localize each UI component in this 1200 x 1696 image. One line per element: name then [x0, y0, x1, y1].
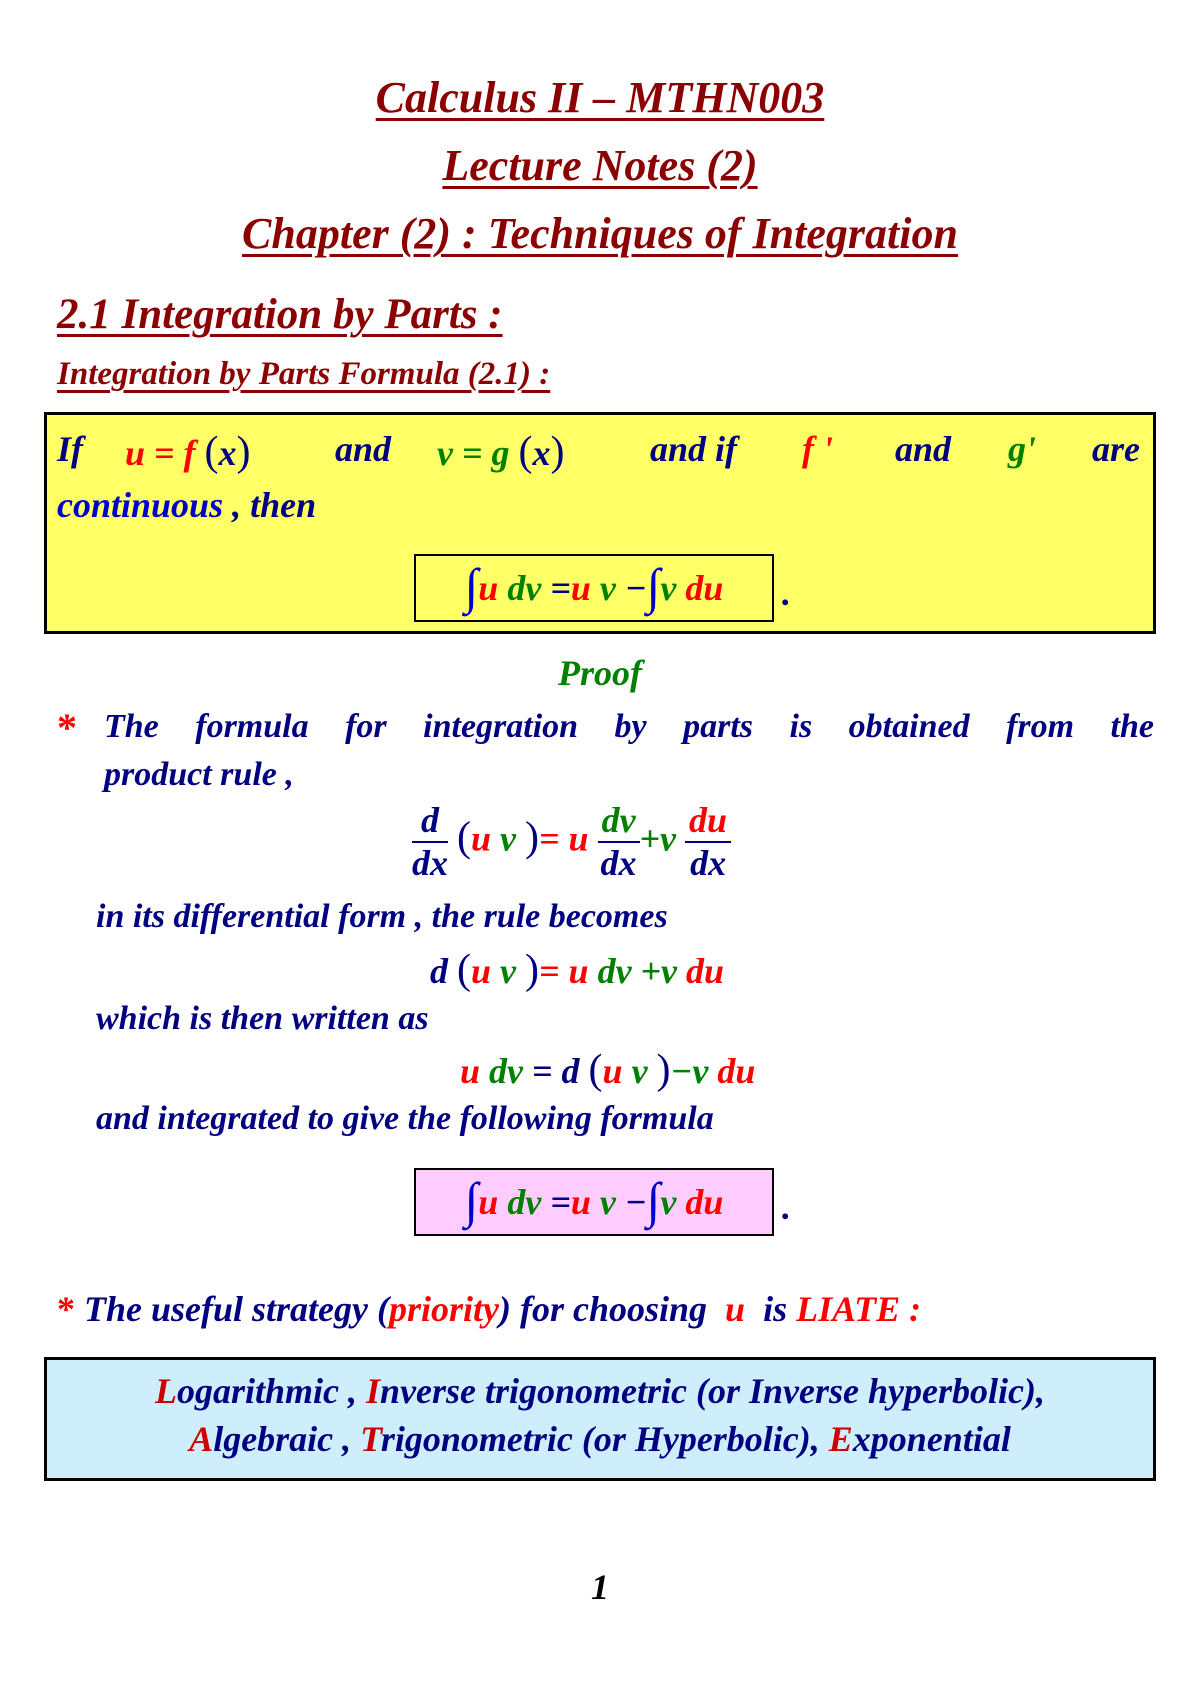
theorem-g-prime: g' [1008, 429, 1037, 469]
formula-period-2: . [782, 1187, 791, 1227]
formula-period-1: . [782, 573, 791, 613]
proof-line-4: which is then written as [96, 1000, 429, 1037]
page-number: 1 [591, 1567, 609, 1607]
theorem-if: If [57, 429, 83, 469]
formula-box-2: ∫ u dv = u v − ∫ v du [414, 1168, 774, 1236]
theorem-and-if: and if [650, 429, 738, 469]
differential-form-equation: d (u v )= u dv +v du [430, 947, 725, 993]
formula-heading: Integration by Parts Formula (2.1) : [57, 356, 551, 392]
theorem-line-2: continuous , then [57, 485, 317, 525]
theorem-line-1 [57, 428, 83, 470]
proof-line-2: product rule , [104, 756, 294, 793]
theorem-v-definition: v = g (x) [437, 429, 565, 475]
liate-line-1: Logarithmic , Inverse trigonometric (or Inverse hyperbolic), [155, 1371, 1045, 1411]
theorem-and-2: and [895, 429, 952, 469]
proof-title: Proof [558, 653, 642, 693]
section-heading: 2.1 Integration by Parts : [57, 291, 503, 338]
proof-bullet: * [57, 705, 77, 750]
formula-box-1: ∫ u dv = u v − ∫ v du [414, 554, 774, 622]
strategy-line: * The useful strategy (priority) for choosing u is LIATE : [57, 1289, 922, 1329]
document-title: Calculus II – MTHN003 [375, 73, 825, 122]
theorem-u-definition: u = f (x) [125, 429, 251, 475]
document-subtitle: Lecture Notes (2) [442, 141, 758, 190]
proof-line-3: in its differential form , the rule becomes [96, 898, 668, 935]
theorem-are: are [1092, 429, 1140, 469]
chapter-title: Chapter (2) : Techniques of Integration [242, 209, 958, 258]
product-rule-equation: $\frac{d}{dx}$ (u v )= u $\frac{dv}{dx}$ +v $\frac{du}{dx}$ [412, 800, 731, 885]
theorem-f-prime: f ' [802, 429, 833, 469]
rearranged-equation: u dv = d (u v )−v du [460, 1047, 756, 1093]
liate-line-2: Algebraic , Trigonometric (or Hyperbolic), Exponential [189, 1419, 1011, 1459]
proof-line-1: The formula for integration by parts is obtained from the [104, 708, 1154, 745]
theorem-and-1: and [335, 429, 392, 469]
proof-line-5: and integrated to give the following formula [96, 1100, 714, 1137]
